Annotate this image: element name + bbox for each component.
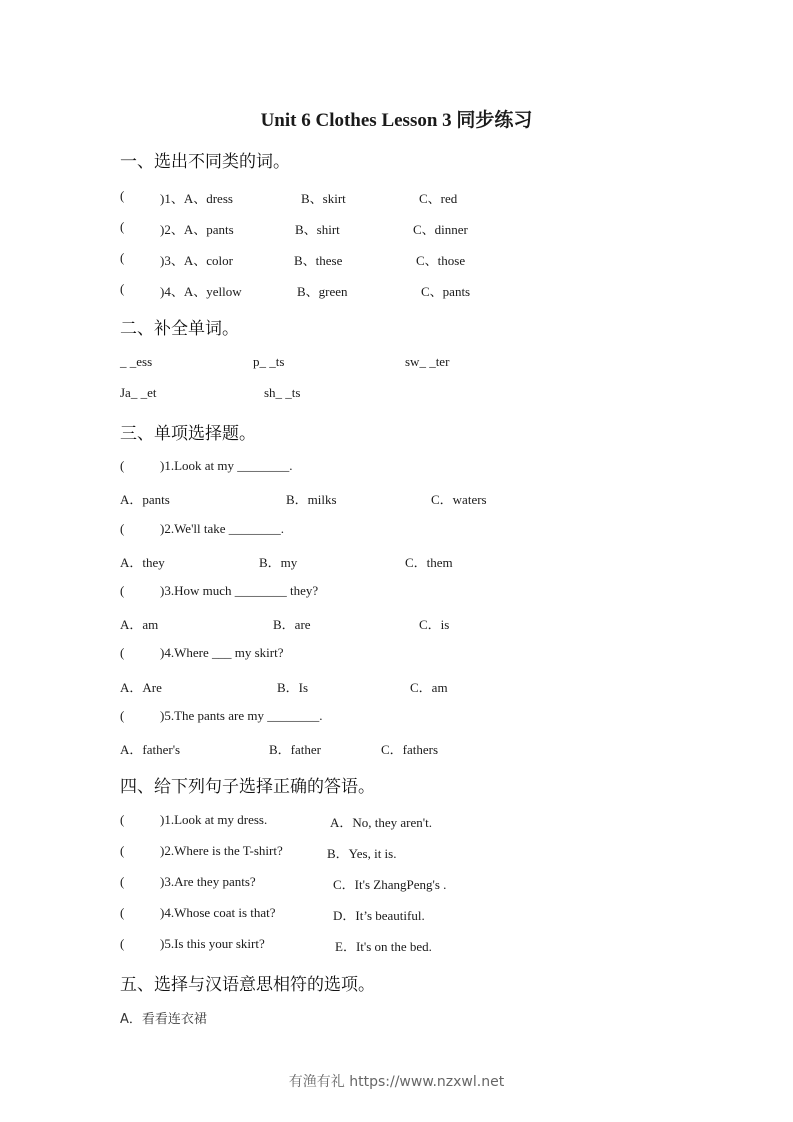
option-c: C、red <box>419 191 458 206</box>
option-a: )3、A、color <box>160 253 233 268</box>
question-text: )2.We'll take ________. <box>160 521 285 536</box>
answer-option: E．It's on the bed. <box>335 939 432 954</box>
question-text: )5.The pants are my ________. <box>160 708 323 723</box>
fill-word: Ja_ _et <box>120 385 157 400</box>
answer-option: D．It’s beautiful. <box>333 908 425 923</box>
answer-blank[interactable]: ( <box>120 458 125 473</box>
question-text: )5.Is this your skirt? <box>160 936 265 951</box>
option-c: C．them <box>405 555 453 570</box>
option-b: B、skirt <box>301 191 346 206</box>
option-a: A．father's <box>120 742 181 757</box>
question-text: )4.Whose coat is that? <box>160 905 276 920</box>
answer-blank[interactable]: ( <box>120 219 125 234</box>
option-a: )4、A、yellow <box>160 284 242 299</box>
answer-blank[interactable]: ( <box>120 645 125 660</box>
option-c: C．is <box>419 617 450 632</box>
option-b: B．are <box>273 617 311 632</box>
option-c: C、pants <box>421 284 471 299</box>
fill-word: sh_ _ts <box>264 385 301 400</box>
answer-option: B．Yes, it is. <box>327 846 397 861</box>
answer-blank[interactable]: ( <box>120 708 125 723</box>
answer-blank[interactable]: ( <box>120 905 125 920</box>
section-2-heading: 二、补全单词。 <box>120 319 239 339</box>
option-a: A．they <box>120 555 165 570</box>
section-3-heading: 三、单项选择题。 <box>120 424 256 444</box>
fill-word: sw_ _ter <box>405 354 450 369</box>
option-a: A．Are <box>120 680 162 695</box>
answer-blank[interactable]: ( <box>120 250 125 265</box>
answer-blank[interactable]: ( <box>120 281 125 296</box>
answer-option: A．No, they aren't. <box>330 815 432 830</box>
option-b: B．my <box>259 555 298 570</box>
option-c: C．fathers <box>381 742 439 757</box>
answer-blank[interactable]: ( <box>120 812 125 827</box>
option-b: B、green <box>297 284 348 299</box>
option-c: C、dinner <box>413 222 468 237</box>
question-text: )2.Where is the T-shirt? <box>160 843 283 858</box>
section-4-heading: 四、给下列句子选择正确的答语。 <box>120 777 375 797</box>
answer-blank[interactable]: ( <box>120 583 125 598</box>
answer-blank[interactable]: ( <box>120 936 125 951</box>
fill-word: p_ _ts <box>253 354 285 369</box>
option-b: B．milks <box>286 492 337 507</box>
option-c: C．waters <box>431 492 487 507</box>
option-c: C．am <box>410 680 448 695</box>
option-b: B、these <box>294 253 343 268</box>
question-text: )3.How much ________ they? <box>160 583 319 598</box>
answer-blank[interactable]: ( <box>120 874 125 889</box>
footer-watermark: 有渔有礼 https://www.nzxwl.net <box>288 1074 505 1090</box>
fill-word: _ _ess <box>120 354 153 369</box>
chinese-option: A．看看连衣裙 <box>120 1012 207 1027</box>
question-text: )4.Where ___ my skirt? <box>160 645 284 660</box>
question-text: )1.Look at my dress. <box>160 812 268 827</box>
page-title: Unit 6 Clothes Lesson 3 同步练习 <box>260 110 533 131</box>
answer-blank[interactable]: ( <box>120 843 125 858</box>
question-text: )1.Look at my ________. <box>160 458 293 473</box>
section-5-heading: 五、选择与汉语意思相符的选项。 <box>120 975 375 995</box>
option-b: B．father <box>269 742 321 757</box>
option-a: )1、A、dress <box>160 191 233 206</box>
answer-blank[interactable]: ( <box>120 521 125 536</box>
option-b: B．Is <box>277 680 309 695</box>
question-text: )3.Are they pants? <box>160 874 256 889</box>
option-c: C、those <box>416 253 466 268</box>
answer-blank[interactable]: ( <box>120 188 125 203</box>
section-1-heading: 一、选出不同类的词。 <box>120 152 290 172</box>
option-a: )2、A、pants <box>160 222 234 237</box>
answer-option: C．It's ZhangPeng's . <box>333 877 447 892</box>
option-a: A．am <box>120 617 159 632</box>
option-a: A．pants <box>120 492 170 507</box>
option-b: B、shirt <box>295 222 340 237</box>
